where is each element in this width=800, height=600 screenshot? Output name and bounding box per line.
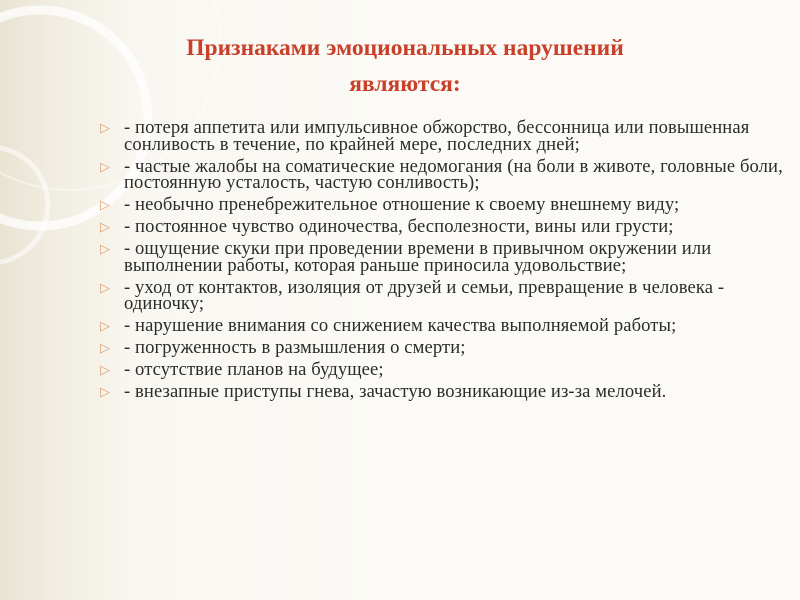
- list-item-text: - отсутствие планов на будущее;: [124, 359, 384, 380]
- triangle-bullet-icon: ▷: [100, 220, 111, 235]
- slide-title-line-2: являются:: [349, 71, 461, 97]
- triangle-bullet-icon: ▷: [100, 363, 111, 378]
- list-item: [98, 238, 788, 276]
- list-item: [98, 155, 788, 193]
- list-item-text: - необычно пренебрежительное отношение к своему внешнему виду;: [124, 194, 680, 215]
- list-item-text: - нарушение внимания со снижением качества выполняемой работы;: [124, 315, 677, 336]
- triangle-bullet-icon: ▷: [100, 198, 111, 213]
- triangle-bullet-icon: ▷: [100, 385, 111, 400]
- list-item: [98, 337, 788, 358]
- triangle-bullet-icon: ▷: [100, 319, 111, 334]
- list-item: [98, 117, 788, 155]
- list-item-text: - частые жалобы на соматические недомогания (на боли в животе, головные боли, постоянную усталость, частую сонливость);: [124, 155, 783, 193]
- list-item-text: - внезапные приступы гнева, зачастую возникающие из-за мелочей.: [124, 381, 667, 402]
- triangle-bullet-icon: ▷: [100, 242, 111, 257]
- list-item: [98, 381, 788, 402]
- list-item-text: - ощущение скуки при проведении времени в привычном окружении или выполнении работы, которая раньше приносила удовольствие;: [124, 238, 712, 276]
- triangle-bullet-icon: ▷: [100, 159, 111, 175]
- list-item: [98, 359, 788, 380]
- list-item-text: - постоянное чувство одиночества, бесполезности, вины или грусти;: [124, 216, 674, 237]
- list-item: [98, 276, 788, 314]
- list-item-text: - погруженность в размышления о смерти;: [124, 337, 466, 358]
- symptom-list: [98, 117, 788, 406]
- slide-title: [60, 30, 750, 102]
- triangle-bullet-icon: ▷: [100, 341, 111, 356]
- list-item: [98, 216, 788, 237]
- list-item: [98, 194, 788, 215]
- list-item-text: - потеря аппетита или импульсивное обжорство, бессонница или повышенная сонливость в течение, по крайней мере, последних дней;: [124, 117, 750, 155]
- slide-title-line-1: Признаками эмоциональных нарушений: [186, 35, 624, 61]
- list-item: [98, 315, 788, 336]
- list-item-text: - уход от контактов, изоляция от друзей и семьи, превращение в человека - одиночку;: [124, 276, 725, 314]
- triangle-bullet-icon: ▷: [100, 121, 111, 136]
- triangle-bullet-icon: ▷: [100, 280, 111, 296]
